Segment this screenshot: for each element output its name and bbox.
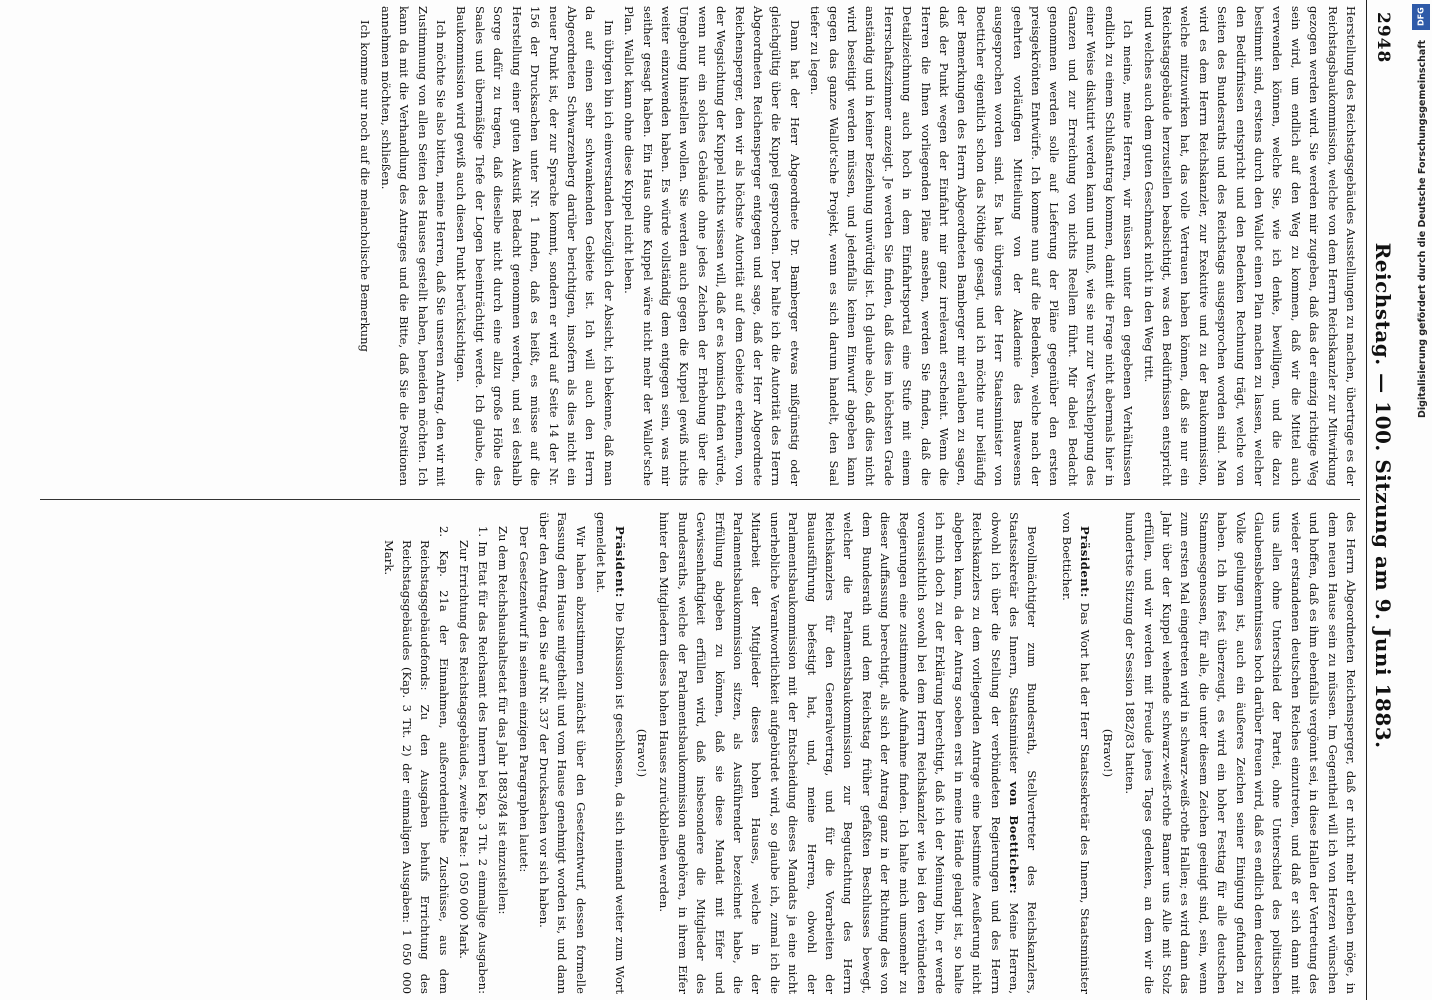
right-column xyxy=(40,506,1360,1000)
speaker-text: Das Wort hat der Herr Staatssekretär des Innern, Staatsminister von Boetticher. xyxy=(1059,512,1093,994)
speaker-paragraph xyxy=(1058,512,1095,994)
page-header xyxy=(1366,0,1400,1000)
paragraph: Zu dem Reichshaushaltsetat für das Jahr 1883/84 ist einzustellen: xyxy=(496,526,511,915)
paragraph: Ich komme nur noch auf die melancholische Bemerkung xyxy=(358,20,373,352)
paragraph: Ich möchte Sie also bitten, meine Herren, daß Sie unseren Antrag, den wir mit Zustimmung von allen Seiten des Hauses gestellt haben, beneiden möchten. Ich kann da mit die Verhandlung des Antrages und die Bitte, daß Sie die Positionen annehmen möchten, schließen. xyxy=(378,6,449,486)
paragraph: Im übrigen bin ich einverstanden bezüglich der Absicht, ich bekenne, daß man da auf einen sehr schwankenden Gebiete ist. Ich will auch den Herrn Abgeordneten Schwarzenberg darüber berichtigen, insofern als dies nicht ein neuer Punkt ist, der zur Sprache kommt, sondern er wird auf Seite 14 der Nr. 156 der Drucksachen unter Nr. 1 finden, daß es heißt, es müsse auf die Herstellung einer guten Akustik Bedacht genommen werden, und sei deshalb Sorge dafür zu tragen, daß dieselbe nicht durch eine allzu große Höhe des Saales und übermäßige Tiefe der Logen beeinträchtigt werde. Ich glaube, die Baukommission wird gewiß auch diesen Punkt berücksichtigen. xyxy=(454,6,616,486)
spacer xyxy=(1042,512,1056,994)
speaker-label: von Boetticher: xyxy=(1007,781,1022,895)
list-item: 1. Im Etat für das Reichsamt des Innern bei Kap. 3 Tit. 2 einmalige Ausgaben: Zur Errichtung des Reichstagsgebäudes, zweite Rate: 1 050 000 Mark. xyxy=(457,526,490,994)
left-column xyxy=(40,0,1360,492)
paragraph: Ich meine, meine Herren, wir müssen unter den gegebenen Verhältnissen endlich zu einem Schlußantrag kommen, damit die Frage nicht abermals hier in einer Weise diskutirt werden kann und muß, wie sie nur zur Verschleppung des Ganzen und zur Erreichung von nichts Reellem führt. Mir dabei Bedacht genommen werden solle auf Lieferung der Pläne gegenüber den ersten preisgekrönten Entwürfe. Ich komme nun auf die Bedenken, welche nach der geehrten vorläufigen Mitteilung von der Akademie des Bauwesens ausgesprochen worden sind. Es hat übrigens der Herr Staatsminister von Boetticher eigentlich schon das Nöthige gesagt, und ich möchte nur beiläufig der Bemerkungen des Herrn Abgeordneten Bamberger mir erlauben zu sagen, daß der Punkt wegen der Einfahrt mir ganz irrelevant erscheint. Wenn die Herren die Ihnen vorliegenden Pläne ansehen, werden Sie finden, daß die Detailzeichnung auch hoch in dem Einfahrtsportal eine Stufe mit einem Herrschaftszimmer anzeigt. Je werden Sie finden, daß dies im höchsten Grade anständig und in keiner Beziehung unwürdig ist. Ich glaube also, daß dies nicht wird beseitigt werden müssen, und jedenfalls keinen Einwurf abgeben kann gegen das ganze Wallot'sche Projekt, wenn es sich darum handelt, den Saal tiefer zu legen. xyxy=(808,6,1136,486)
speaker-intro: Bevollmächtigter zum Bundesrath, Stellvertreter des Reichskanzlers, Staatssekretär des Innern, Staatsminister xyxy=(1007,512,1040,994)
text-columns xyxy=(40,0,1360,1000)
paragraph: Dann hat der Herr Abgeordnete Dr. Bamberger etwas mißgünstig oder gleichgültig über die Kuppel gesprochen. Der halte ich die Autorität des Herrn Abgeordneten Reichensperger entgegen und sage, daß der Herr Abgeordnete Reichensperger, den wir als höchste Autorität auf dem Gebiete erkennen, von der Wegsichtung der Kuppel nichts wissen will, daß er es komisch finden würde, wenn nur ein solches Gebäude ohne jedes Zeichen der Erhebung über die Umgebung hinstellen wollen. Sie werden auch gegen die Kuppel gewiß nichts weiter einzuwenden haben. Es würde vollständig dem entgegen sein, was mir seither gesagt haben. Ein Haus ohne Kuppel wäre nicht mehr der Wallot'sche Plan. Wallot kann ohne diese Kuppel nicht leben. xyxy=(622,6,802,486)
digitization-credit xyxy=(1410,40,1428,960)
list-item: 2. Kap. 21a der Einnahmen, außerordentliche Zuschüsse, aus dem Reichstagsgebäudefonds: Zu den Ausgaben behufs Errichtung des Reichstagsgebäudes (Kap. 3 Tit. 2) der einmaligen Ausgaben: 1 050 000 Mark. xyxy=(381,526,451,994)
speaker-paragraph xyxy=(655,512,1042,994)
speaker-paragraph xyxy=(592,512,629,994)
dfg-logo: DFG xyxy=(1412,4,1430,30)
speaker-text: Die Diskussion ist geschlossen, da sich niemand weiter zum Wort gemeldet hat. xyxy=(594,512,627,995)
applause-note: (Bravo!) xyxy=(1100,728,1115,778)
speaker-label: Präsident: xyxy=(1078,526,1093,598)
applause-note: (Bravo!) xyxy=(634,728,649,778)
page-number: 2948 xyxy=(1373,12,1394,64)
paragraph: Wir haben abzustimmen zunächst über den Gesetzentwurf, dessen formelle Fassung dem Hause mitgetheilt und vom Hause genehmigt worden ist, und dann über den Antrag, den Sie auf Nr. 337 der Drucksachen vor sich haben. xyxy=(536,512,588,994)
rotated-page-content xyxy=(30,0,1400,1000)
column-divider xyxy=(40,499,1360,500)
speaker-text: Meine Herren, obwohl ich über die Stellung der verbündeten Regierungen und des Herrn Reichskanzlers zu dem vorliegenden Antrage eine bestimmte Aeußerung nicht abgeben kann, da der Antrag soeben erst in meine Hände gelangt ist, so halte ich mich doch zu der Erklärung berechtigt, daß ich der Meinung bin, er werde voraussichtlich sowohl bei dem Herrn Reichskanzler wie bei den verbündeten Regierungen eine zustimmende Aufnahme finden. Ich halte mich umsomehr zu dieser Auffassung berechtigt, als sich der Antrag ganz in der Richtung des von dem Bundesrath und dem Reichstag früher gefaßten Beschlusses bewegt, welcher die Parlamentsbaukommission zur Begutachtung des Herrn Reichskanzlers für den Generalvertrag, und für die Vorarbeiten der Bauausführung befestigt hat, und, meine Herren, obwohl der Parlamentsbaukommission mit der Entscheidung dieses Mandats ja eine nicht unerhebliche Verantwortlichkeit aufgebürdet wird, so glaube ich, zumal ich die Mitarbeit der Mitglieder dieses hohen Hauses, welche in der Parlamentsbaukommission sitzen, als Ausführender bezeichnet habe, die Erfüllung abgeben zu können, daß sie diese Mandat mit Eifer und Gewissenhaftigkeit erfüllen wird, daß insbesondere die Mitglieder des Bundesraths, welche der Parlamentsbaukommission angehören, in ihrem Eifer hinter den Mitgliedern dieses hohen Hauses zurückbleiben werden. xyxy=(657,512,1022,995)
page-title: Reichstag. — 100. Sitzung am 9. Juni 1883. xyxy=(1371,242,1396,749)
paragraph: Der Gesetzentwurf in seinem einzigen Paragraphen lautet: xyxy=(516,526,531,873)
paragraph: des Herrn Abgeordneten Reichensperger, daß er nicht mehr erleben möge, in dem neuen Hause sein zu müssen. Im Gegentheil will ich von Herzen wünschen und hoffen, daß es ihm ebenfalls vergönnt sei, in diese Hallen der Vertretung des wieder erstandenen deutschen Reiches einzutreten, und daß er sich dann mit uns allen ohne Unterschied der Partei, ohne Unterschied des politischen Glaubensbekenntnisses hoch darüber freuen wird, daß es endlich dem deutschen Volke gelungen ist, auch ein äußeres Zeichen seiner Einigung gefunden zu haben. Ich bin fest überzeugt, es wird ein hoher Festtag für alle deutschen Stammesgenossen, für alle, die unter diesem Zeichen geeinigt sind, sein, wenn zum ersten Mal eingetreten wird in schwarz-weiß-rothe Hallen; es wird dann das Jahr über der Kuppel wehende schwarz-weiß-rothe Banner uns Alle mit Stolz erfüllen, und wir werden mit Freude jenes Tages gedenken, an dem wir die hundertste Sitzung der Session 1882/83 hatten. xyxy=(1123,512,1358,994)
credit-text: Digitalisierung gefördert durch die Deutsche Forschungsgemeinschaft xyxy=(1417,40,1428,418)
speaker-label: Präsident: xyxy=(612,526,627,598)
paragraph: Herstellung des Reichstagsgebäudes Ausstellungen zu machen, übertrage es der Reichstagsbaukommission, welche von dem Herrn Reichskanzler zur Mitwirkung gezogen werden wird. Sie werden mir zugeben, daß das der einzig richtige Weg sein wird, um endlich auf den Weg zu kommen, daß wir die Mittel auch verwenden können, welche Sie, wie ich denke, bewilligen, und die dazu bestimmt sind, erstens durch den Wallot einen Plan machen zu lassen, welcher den Bedürfnissen entspricht und den Bedenken Rechnung trägt, welche von Seiten des Bundesraths und des Reichstags ausgesprochen worden sind. Man wird es dem Herrn Reichskanzler, zur Exekutive und zu der Baukommission, welche mitzuwirken hat, das volle Vertrauen haben können, daß sie nur ein Reichstagsgebäude herzustellen beabsichtigt, was den Bedürfnissen entspricht und welches auch dem guten Geschmack nicht in den Weg tritt. xyxy=(1141,6,1358,486)
